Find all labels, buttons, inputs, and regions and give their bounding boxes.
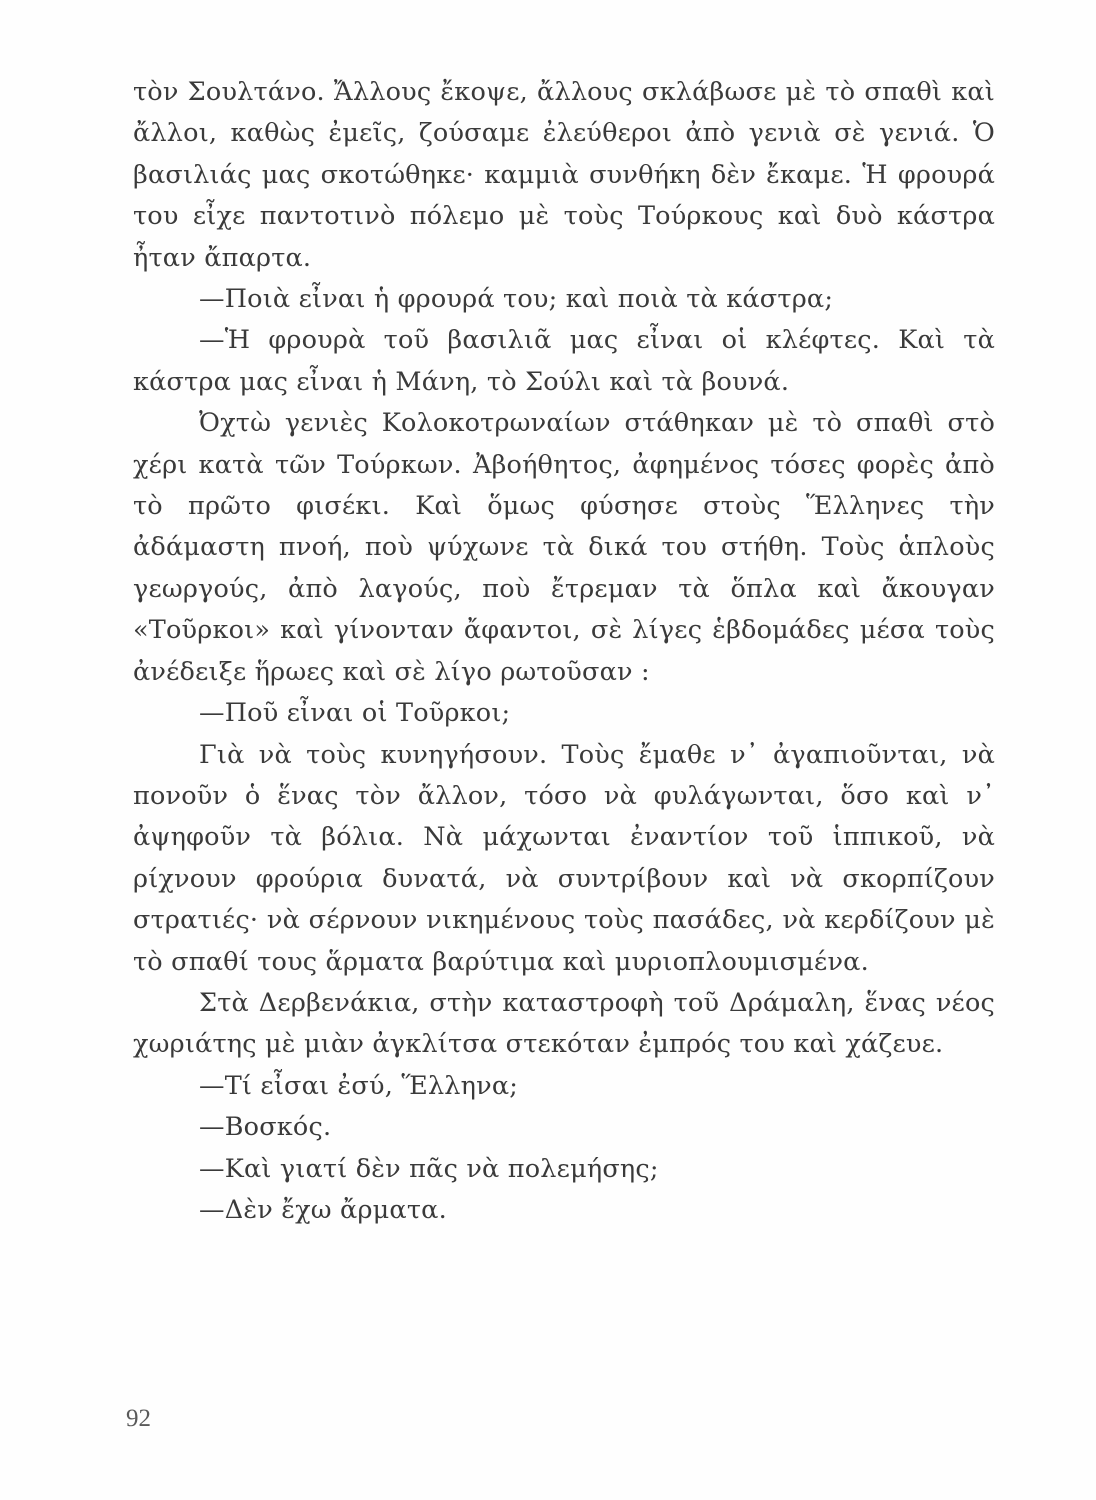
dialogue-line: —Ἡ φρουρὰ τοῦ βασιλιᾶ μας εἶναι οἱ κλέφτες. Καὶ τὰ κάστρα μας εἶναι ἡ Μάνη, τὸ Σούλι καὶ τὰ βουνά. <box>133 325 995 397</box>
dialogue-line: —Δὲν ἔχω ἄρματα. <box>199 1194 447 1225</box>
paragraph: Ὀχτὼ γενιὲς Κολοκοτρωναίων στάθηκαν μὲ τὸ σπαθὶ στὸ χέρι κατὰ τῶν Τούρκων. Ἀβοήθητος, ἀφημένος τόσες φορὲς ἀπὸ τὸ πρῶτο φισέκι. Καὶ ὅμως φύσησε στοὺς Ἕλληνες τὴν ἀδάμαστη πνοή, ποὺ ψύχωνε τὰ δικά του στήθη. Τοὺς ἁπλοὺς γεωργούς, ἀπὸ λαγούς, ποὺ ἔτρεμαν τὰ ὅπλα καὶ ἄκουγαν «Τοῦρκοι» καὶ γίνονταν ἄφαντοι, σὲ λίγες ἑβδομάδες μέσα τοὺς ἀνέδειξε ἥρωες καὶ σὲ λίγο ρωτοῦσαν : <box>133 408 995 687</box>
paragraph: Γιὰ νὰ τοὺς κυνηγήσουν. Τοὺς ἔμαθε ν᾽ ἀγαπιοῦνται, νὰ πονοῦν ὁ ἕνας τὸν ἄλλον, τόσο νὰ φυλάγωνται, ὅσο καὶ ν᾽ ἀψηφοῦν τὰ βόλια. Νὰ μάχωνται ἐναντίον τοῦ ἱππικοῦ, νὰ ρίχνουν φρούρια δυνατά, νὰ συντρίβουν καὶ νὰ σκορπίζουν στρατιές· νὰ σέρνουν νικημένους τοὺς πασάδες, νὰ κερδίζουν μὲ τὸ σπαθί τους ἅρματα βαρύτιμα καὶ μυριοπλουμισμένα. <box>133 739 995 977</box>
dialogue-line: —Ποῦ εἶναι οἱ Τοῦρκοι; <box>199 698 511 729</box>
paragraph: Στὰ Δερβενάκια, στὴν καταστροφὴ τοῦ Δράμαλη, ἕνας νέος χωριάτης μὲ μιὰν ἀγκλίτσα στεκόταν ἐμπρός του καὶ χάζευε. <box>133 987 995 1060</box>
body-text <box>133 72 995 1231</box>
dialogue-line: —Βοσκός. <box>199 1112 332 1143</box>
dialogue-line: —Ποιὰ εἶναι ἡ φρουρά του; καὶ ποιὰ τὰ κάστρα; <box>199 284 834 315</box>
dialogue-line: —Καὶ γιατί δὲν πᾶς νὰ πολεμήσης; <box>199 1153 659 1184</box>
dialogue-line: —Τί εἶσαι ἐσύ, Ἕλληνα; <box>199 1070 519 1101</box>
paragraph-continuation: τὸν Σουλτάνο. Ἄλλους ἔκοψε, ἄλλους σκλάβωσε μὲ τὸ σπαθὶ καὶ ἄλλοι, καθὼς ἐμεῖς, ζούσαμε ἐλεύθεροι ἀπὸ γενιὰ σὲ γενιά. Ὁ βασιλιάς μας σκοτώθηκε· καμμιὰ συνθήκη δὲν ἔκαμε. Ἡ φρουρά του εἶχε παντοτινὸ πόλεμο μὲ τοὺς Τούρκους καὶ δυὸ κάστρα ἦταν ἄπαρτα. <box>133 77 995 273</box>
page-number: 92 <box>126 1405 151 1432</box>
